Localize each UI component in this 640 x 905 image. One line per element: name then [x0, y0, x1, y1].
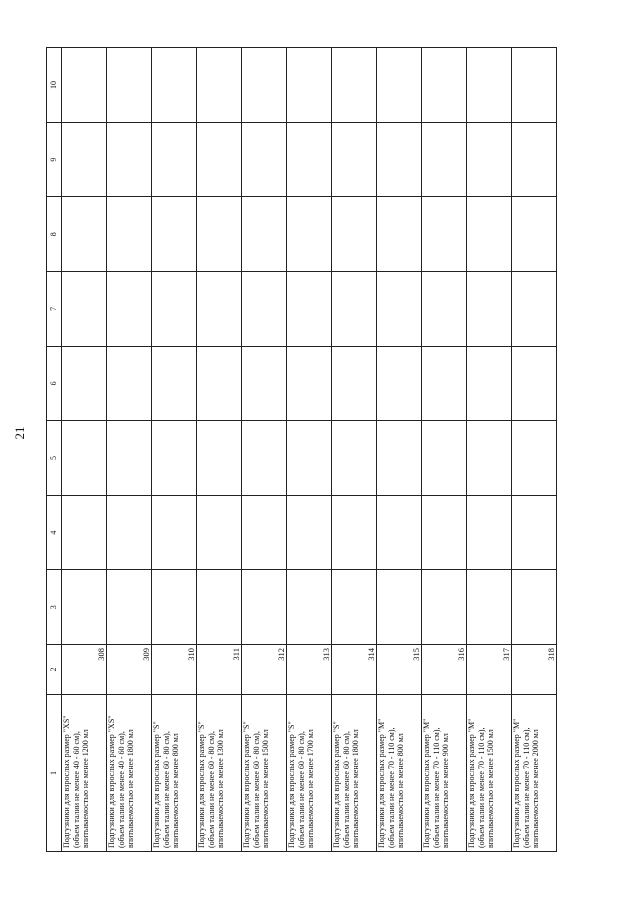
- empty-cell: [242, 272, 287, 347]
- empty-cell: [467, 495, 512, 570]
- empty-cell: [197, 421, 242, 496]
- empty-cell: [152, 570, 197, 645]
- product-name-cell: Подгузники для взрослых размер "XS" (объем талии не менее 40 - 60 см), впитываемостью не менее 1200 мл: [62, 695, 107, 852]
- table-row: [512, 48, 557, 852]
- empty-cell: [62, 570, 107, 645]
- empty-cell: [467, 197, 512, 272]
- page-number: [14, 421, 26, 445]
- column-header: 9: [47, 122, 62, 197]
- table-row: [377, 48, 422, 852]
- empty-cell: [62, 272, 107, 347]
- empty-cell: [242, 197, 287, 272]
- empty-cell: [107, 48, 152, 123]
- empty-cell: [512, 495, 557, 570]
- row-number-cell: 309: [107, 645, 152, 695]
- empty-cell: [287, 495, 332, 570]
- empty-cell: [107, 122, 152, 197]
- data-table: [46, 47, 557, 852]
- empty-cell: [107, 570, 152, 645]
- empty-cell: [152, 197, 197, 272]
- row-number-cell: 312: [242, 645, 287, 695]
- product-name-cell: Подгузники для взрослых размер "M" (объем талии не менее 70 - 110 см), впитываемостью не менее 2000 мл: [512, 695, 557, 852]
- empty-cell: [422, 570, 467, 645]
- empty-cell: [62, 346, 107, 421]
- empty-cell: [377, 346, 422, 421]
- table-row: [107, 48, 152, 852]
- empty-cell: [287, 346, 332, 421]
- empty-cell: [512, 570, 557, 645]
- empty-cell: [62, 495, 107, 570]
- empty-cell: [152, 346, 197, 421]
- column-header: 2: [47, 645, 62, 695]
- empty-cell: [512, 122, 557, 197]
- empty-cell: [152, 272, 197, 347]
- empty-cell: [242, 495, 287, 570]
- empty-cell: [62, 421, 107, 496]
- empty-cell: [287, 122, 332, 197]
- empty-cell: [242, 421, 287, 496]
- empty-cell: [467, 272, 512, 347]
- empty-cell: [377, 122, 422, 197]
- product-name-cell: Подгузники для взрослых размер "M" (объем талии не менее 70 - 110 см), впитываемостью не менее 1500 мл: [467, 695, 512, 852]
- empty-cell: [62, 197, 107, 272]
- row-number-cell: 317: [467, 645, 512, 695]
- empty-cell: [377, 272, 422, 347]
- table-row: [332, 48, 377, 852]
- empty-cell: [242, 570, 287, 645]
- empty-cell: [107, 495, 152, 570]
- row-number-cell: 315: [377, 645, 422, 695]
- empty-cell: [62, 122, 107, 197]
- empty-cell: [332, 495, 377, 570]
- empty-cell: [422, 346, 467, 421]
- empty-cell: [197, 48, 242, 123]
- empty-cell: [107, 272, 152, 347]
- table-row: [62, 48, 107, 852]
- product-name-cell: Подгузники для взрослых размер "XS" (объем талии не менее 40 - 60 см), впитываемостью не менее 1800 мл: [107, 695, 152, 852]
- empty-cell: [107, 421, 152, 496]
- empty-cell: [107, 197, 152, 272]
- row-number-cell: 316: [422, 645, 467, 695]
- empty-cell: [377, 495, 422, 570]
- product-name-cell: Подгузники для взрослых размер "S" (объем талии не менее 60 - 80 см), впитываемостью не менее 1800 мл: [332, 695, 377, 852]
- empty-cell: [512, 197, 557, 272]
- row-number-cell: 311: [197, 645, 242, 695]
- row-number-cell: 313: [287, 645, 332, 695]
- empty-cell: [287, 197, 332, 272]
- column-header: 3: [47, 570, 62, 645]
- table-body: [62, 48, 557, 852]
- empty-cell: [197, 122, 242, 197]
- empty-cell: [332, 122, 377, 197]
- table-row: [152, 48, 197, 852]
- empty-cell: [287, 421, 332, 496]
- column-header: 10: [47, 48, 62, 123]
- row-number-cell: 308: [62, 645, 107, 695]
- empty-cell: [332, 197, 377, 272]
- empty-cell: [422, 421, 467, 496]
- empty-cell: [242, 48, 287, 123]
- row-number-cell: 318: [512, 645, 557, 695]
- empty-cell: [422, 48, 467, 123]
- empty-cell: [377, 421, 422, 496]
- empty-cell: [242, 122, 287, 197]
- table-row: [467, 48, 512, 852]
- column-header: 4: [47, 495, 62, 570]
- empty-cell: [512, 346, 557, 421]
- empty-cell: [422, 122, 467, 197]
- product-name-cell: Подгузники для взрослых размер "S" (объем талии не менее 60 - 80 см), впитываемостью не менее 1700 мл: [287, 695, 332, 852]
- column-header: 7: [47, 272, 62, 347]
- empty-cell: [377, 197, 422, 272]
- column-header: 6: [47, 346, 62, 421]
- empty-cell: [332, 421, 377, 496]
- empty-cell: [197, 570, 242, 645]
- product-name-cell: Подгузники для взрослых размер "S" (объем талии не менее 60 - 80 см), впитываемостью не менее 800 мл: [152, 695, 197, 852]
- page-number-text: 21: [12, 426, 27, 440]
- empty-cell: [107, 346, 152, 421]
- table-row: [242, 48, 287, 852]
- product-name-cell: Подгузники для взрослых размер "M" (объем талии не менее 70 - 110 см), впитываемостью не менее 800 мл: [377, 695, 422, 852]
- empty-cell: [512, 272, 557, 347]
- empty-cell: [152, 495, 197, 570]
- empty-cell: [197, 495, 242, 570]
- product-name-cell: Подгузники для взрослых размер "S" (объем талии не менее 60 - 80 см), впитываемостью не менее 1300 мл: [197, 695, 242, 852]
- empty-cell: [467, 48, 512, 123]
- empty-cell: [287, 272, 332, 347]
- header-row: [47, 48, 62, 852]
- product-name-cell: Подгузники для взрослых размер "S" (объем талии не менее 60 - 80 см), впитываемостью не менее 1500 мл: [242, 695, 287, 852]
- empty-cell: [242, 346, 287, 421]
- row-number-cell: 314: [332, 645, 377, 695]
- empty-cell: [377, 570, 422, 645]
- table-row: [197, 48, 242, 852]
- table-row: [422, 48, 467, 852]
- product-name-cell: Подгузники для взрослых размер "M" (объем талии не менее 70 - 110 см), впитываемостью не менее 900 мл: [422, 695, 467, 852]
- empty-cell: [152, 421, 197, 496]
- empty-cell: [512, 48, 557, 123]
- empty-cell: [197, 272, 242, 347]
- empty-cell: [197, 197, 242, 272]
- empty-cell: [332, 48, 377, 123]
- empty-cell: [422, 495, 467, 570]
- empty-cell: [422, 197, 467, 272]
- empty-cell: [377, 48, 422, 123]
- empty-cell: [467, 122, 512, 197]
- empty-cell: [467, 421, 512, 496]
- empty-cell: [332, 570, 377, 645]
- empty-cell: [197, 346, 242, 421]
- empty-cell: [467, 570, 512, 645]
- row-number-cell: 310: [152, 645, 197, 695]
- empty-cell: [287, 570, 332, 645]
- table-row: [287, 48, 332, 852]
- empty-cell: [152, 48, 197, 123]
- empty-cell: [422, 272, 467, 347]
- rotated-table-wrapper: [46, 48, 628, 852]
- empty-cell: [332, 272, 377, 347]
- column-header: 1: [47, 695, 62, 852]
- empty-cell: [467, 346, 512, 421]
- empty-cell: [287, 48, 332, 123]
- empty-cell: [332, 346, 377, 421]
- empty-cell: [512, 421, 557, 496]
- column-header: 8: [47, 197, 62, 272]
- empty-cell: [62, 48, 107, 123]
- column-header: 5: [47, 421, 62, 496]
- empty-cell: [152, 122, 197, 197]
